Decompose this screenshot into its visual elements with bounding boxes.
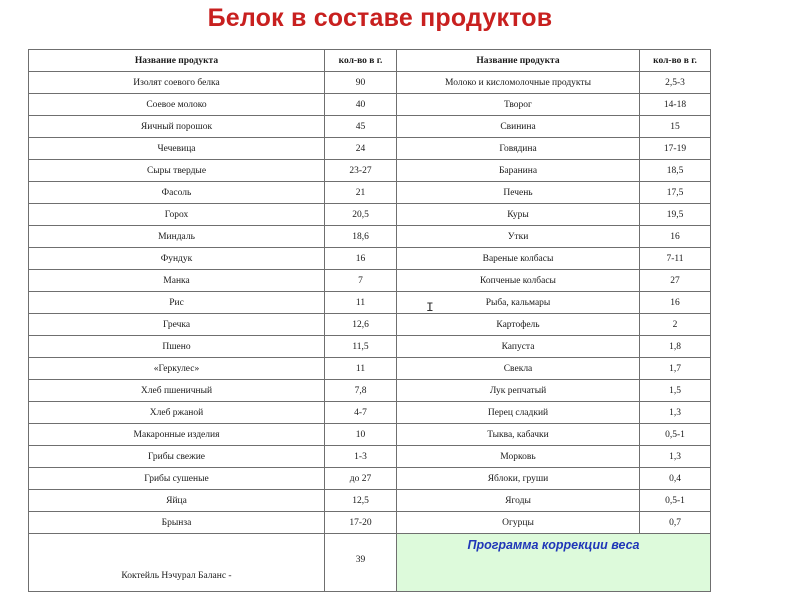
table-row: [29, 468, 711, 490]
cell-product-name-right: Ягоды: [397, 490, 640, 512]
cell-quantity-right: 19,5: [640, 204, 711, 226]
protein-table: [28, 49, 711, 592]
cell-quantity-right: 0,5-1: [640, 490, 711, 512]
cell-product-name-right: Свинина: [397, 116, 640, 138]
table-row: [29, 292, 711, 314]
cell-quantity-left: до 27: [325, 468, 397, 490]
table-row: [29, 336, 711, 358]
cell-product-name-right: Куры: [397, 204, 640, 226]
cell-quantity-right: 1,3: [640, 446, 711, 468]
table-row: [29, 204, 711, 226]
cell-product-name-right: Огурцы: [397, 512, 640, 534]
cell-quantity-left: 11: [325, 292, 397, 314]
table-row: [29, 490, 711, 512]
table-row: [29, 380, 711, 402]
cell-product-name-left: Сыры твердые: [29, 160, 325, 182]
table-row: [29, 182, 711, 204]
cell-product-name-right: Печень: [397, 182, 640, 204]
text-cursor-icon: I: [426, 300, 434, 315]
cell-quantity-left: 11: [325, 358, 397, 380]
cell-product-name-right: Баранина: [397, 160, 640, 182]
cell-product-name-right: Капуста: [397, 336, 640, 358]
table-row: [29, 402, 711, 424]
cell-product-name-right: Творог: [397, 94, 640, 116]
cell-quantity-left: 12,6: [325, 314, 397, 336]
cell-quantity-right: 0,5-1: [640, 424, 711, 446]
cell-quantity-right: 15: [640, 116, 711, 138]
cell-quantity-right: 17,5: [640, 182, 711, 204]
cell-product-name-left: Хлеб ржаной: [29, 402, 325, 424]
cell-product-name-left: Пшено: [29, 336, 325, 358]
cell-quantity-right: 27: [640, 270, 711, 292]
cell-quantity-left: 18,6: [325, 226, 397, 248]
cell-quantity-right: 1,8: [640, 336, 711, 358]
cell-product-name-left: Грибы свежие: [29, 446, 325, 468]
cell-product-name-left: Брынза: [29, 512, 325, 534]
cell-product-name-left: Изолят соевого белка: [29, 72, 325, 94]
cell-product-name-left: Манка: [29, 270, 325, 292]
cell-product-name-left: Грибы сушеные: [29, 468, 325, 490]
last-row-product-name: Коктейль Нэчурал Баланс -: [29, 534, 325, 592]
cell-product-name-right: Вареные колбасы: [397, 248, 640, 270]
cell-quantity-right: 16: [640, 292, 711, 314]
cell-product-name-left: Фундук: [29, 248, 325, 270]
cell-product-name-left: Яйца: [29, 490, 325, 512]
cell-product-name-left: Гречка: [29, 314, 325, 336]
cell-quantity-right: 1,3: [640, 402, 711, 424]
cell-product-name-left: Рис: [29, 292, 325, 314]
table-row-last: [29, 534, 711, 592]
cell-quantity-right: 0,4: [640, 468, 711, 490]
cell-product-name-right: Копченые колбасы: [397, 270, 640, 292]
table-row: [29, 226, 711, 248]
cell-product-name-left: Яичный порошок: [29, 116, 325, 138]
column-header-product-name-right: Название продукта: [397, 50, 640, 72]
cell-product-name-right: Свекла: [397, 358, 640, 380]
cell-quantity-right: 16: [640, 226, 711, 248]
table-row: [29, 160, 711, 182]
cell-product-name-right: Утки: [397, 226, 640, 248]
cell-product-name-left: Макаронные изделия: [29, 424, 325, 446]
cell-quantity-left: 20,5: [325, 204, 397, 226]
cell-quantity-left: 40: [325, 94, 397, 116]
cell-product-name-right: Говядина: [397, 138, 640, 160]
table-header-row: [29, 50, 711, 72]
cell-product-name-left: Фасоль: [29, 182, 325, 204]
cell-quantity-left: 16: [325, 248, 397, 270]
cell-quantity-left: 17-20: [325, 512, 397, 534]
table-row: [29, 314, 711, 336]
cell-quantity-right: 1,7: [640, 358, 711, 380]
column-header-product-name-left: Название продукта: [29, 50, 325, 72]
page-title: Белок в составе продуктов: [207, 4, 553, 32]
cell-quantity-right: 17-19: [640, 138, 711, 160]
cell-quantity-left: 7,8: [325, 380, 397, 402]
cell-product-name-right: Тыква, кабачки: [397, 424, 640, 446]
cell-product-name-left: Соевое молоко: [29, 94, 325, 116]
cell-product-name-left: Чечевица: [29, 138, 325, 160]
table-row: [29, 72, 711, 94]
cell-product-name-right: Рыба, кальмары: [397, 292, 640, 314]
table-row: [29, 248, 711, 270]
cell-quantity-left: 10: [325, 424, 397, 446]
cell-quantity-right: 2: [640, 314, 711, 336]
cell-quantity-right: 0,7: [640, 512, 711, 534]
cell-quantity-left: 7: [325, 270, 397, 292]
cell-product-name-right: Молоко и кисломолочные продукты: [397, 72, 640, 94]
last-row-quantity: 39: [325, 534, 397, 592]
cell-quantity-left: 11,5: [325, 336, 397, 358]
cell-quantity-left: 4-7: [325, 402, 397, 424]
cell-product-name-left: «Геркулес»: [29, 358, 325, 380]
table-row: [29, 270, 711, 292]
cell-quantity-left: 1-3: [325, 446, 397, 468]
cell-quantity-right: 2,5-3: [640, 72, 711, 94]
cell-product-name-right: Яблоки, груши: [397, 468, 640, 490]
cell-quantity-right: 1,5: [640, 380, 711, 402]
cell-product-name-right: Лук репчатый: [397, 380, 640, 402]
table-row: [29, 94, 711, 116]
cell-quantity-right: 14-18: [640, 94, 711, 116]
cell-product-name-right: Перец сладкий: [397, 402, 640, 424]
table-row: [29, 138, 711, 160]
cell-quantity-right: 7-11: [640, 248, 711, 270]
table-row: [29, 424, 711, 446]
table-body: [29, 72, 711, 592]
table-row: [29, 358, 711, 380]
cell-quantity-left: 23-27: [325, 160, 397, 182]
cell-product-name-right: Морковь: [397, 446, 640, 468]
cell-quantity-left: 21: [325, 182, 397, 204]
column-header-quantity-left: кол-во в г.: [325, 50, 397, 72]
cell-quantity-left: 24: [325, 138, 397, 160]
cell-product-name-right: Картофель: [397, 314, 640, 336]
promo-banner: Программа коррекции веса: [397, 534, 711, 592]
table-row: [29, 512, 711, 534]
cell-quantity-left: 12,5: [325, 490, 397, 512]
table-row: [29, 116, 711, 138]
cell-product-name-left: Миндаль: [29, 226, 325, 248]
cell-product-name-left: Горох: [29, 204, 325, 226]
table-row: [29, 446, 711, 468]
cell-quantity-right: 18,5: [640, 160, 711, 182]
cell-quantity-left: 90: [325, 72, 397, 94]
cell-quantity-left: 45: [325, 116, 397, 138]
column-header-quantity-right: кол-во в г.: [640, 50, 711, 72]
cell-product-name-left: Хлеб пшеничный: [29, 380, 325, 402]
